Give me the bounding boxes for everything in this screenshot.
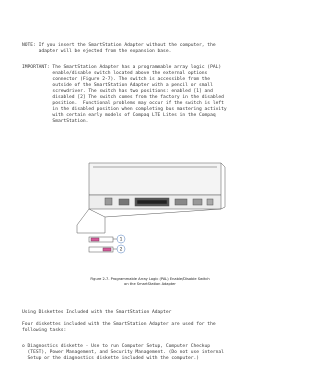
bullet-line: o Diagnostics diskette - Use to run Computer Setup, Computer Checkup xyxy=(22,344,211,349)
note-line: NOTE: If you insert the SmartStation Adapter without the computer, the xyxy=(22,43,216,48)
note-line: adapter will be ejected from the expansion base. xyxy=(22,49,172,54)
important-line: connector (Figure 2-7). The switch is accessible from the xyxy=(22,77,211,82)
smartstation-adapter-figure xyxy=(75,157,227,273)
important-line: in the disabled position when completing bus mastering activity xyxy=(22,107,227,112)
section-intro-line: following tasks: xyxy=(22,328,67,333)
callout-1-label: 1 xyxy=(119,237,123,243)
figure-caption-line2: on the SmartStation Adapter xyxy=(124,282,176,286)
important-line: SmartStation. xyxy=(22,119,89,124)
bullet-line: (TEST), Power Management, and Security Management. (Do not use internal xyxy=(22,350,224,355)
important-line: outside of the SmartStation Adapter with a pencil or small xyxy=(22,83,213,88)
important-line: enable/disable switch located above the external options xyxy=(22,71,208,76)
callout-2-label: 2 xyxy=(119,247,123,253)
section-heading: Using Diskettes Included with the SmartStation Adapter xyxy=(22,310,172,315)
adapter-illustration xyxy=(75,157,227,273)
important-line: position. Functional problems may occur if the switch is left xyxy=(22,101,224,106)
important-line: disabled [2] The switch comes from the factory in the disabled xyxy=(22,95,224,100)
bullet-line: Setup or the diagnostics diskette included with the computer.) xyxy=(22,356,200,361)
important-line: IMPORTANT: The SmartStation Adapter has a programmable array logic (PAL) xyxy=(22,65,222,70)
figure-caption-line1: Figure 2-7. Programmable Array Logic (PAL) Enable/Disable Switch xyxy=(90,277,210,281)
important-line: with certain early models of Compaq LTE Lites in the Compaq xyxy=(22,113,216,118)
important-line: screwdriver. The switch has two positions: enabled [1] and xyxy=(22,89,213,94)
section-intro-line: Four diskettes included with the SmartStation Adapter are used for the xyxy=(22,322,216,327)
